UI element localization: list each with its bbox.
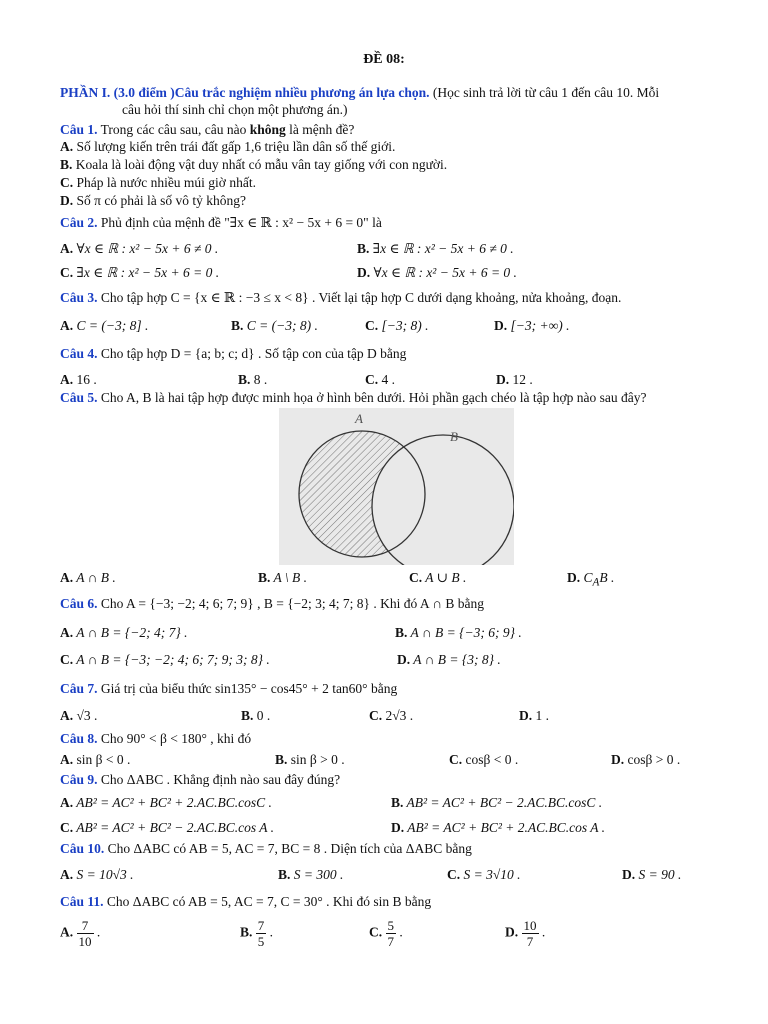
question-8 — [60, 730, 251, 747]
question-text: Cho ΔABC có AB = 5, AC = 7, C = 30° . Khi đó sin B bằng — [103, 894, 432, 909]
question-6 — [60, 595, 484, 612]
question-label: Câu 4. — [60, 346, 98, 361]
option-label: B. — [357, 241, 370, 256]
question-2 — [60, 214, 382, 231]
question-10 — [60, 840, 472, 857]
option-text: Koala là loài động vật duy nhất có mẫu vân tay giống với con người. — [72, 157, 448, 172]
option-label: B. — [275, 752, 288, 767]
option-q8-b[interactable] — [275, 751, 345, 768]
fraction-numerator: 7 — [77, 918, 94, 934]
part-heading-label: PHẦN I. (3.0 điểm )Câu trắc nghiệm nhiều phương án lựa chọn. — [60, 85, 430, 100]
option-q3-d[interactable] — [494, 317, 569, 334]
option-label: B. — [278, 867, 291, 882]
question-label: Câu 7. — [60, 681, 98, 696]
option-text: Pháp là nước nhiều múi giờ nhất. — [73, 175, 256, 190]
option-label: A. — [60, 372, 74, 387]
option-q11-b[interactable]: B. $\frac{7}{5}$ . — [240, 918, 274, 949]
option-text: A ∩ B = {−2; 4; 7} . — [73, 625, 188, 640]
option-label: B. — [395, 625, 408, 640]
option-q5-a[interactable] — [60, 569, 116, 586]
option-text: S = 300 . — [290, 867, 344, 882]
option-label: B. — [240, 924, 253, 940]
option-q8-d[interactable] — [611, 751, 680, 768]
option-text: cosβ > 0 . — [624, 752, 681, 767]
option-text: sin β > 0 . — [287, 752, 345, 767]
question-4 — [60, 345, 406, 362]
option-label: C. — [447, 867, 461, 882]
option-q4-c[interactable] — [365, 371, 395, 388]
option-q8-a[interactable] — [60, 751, 130, 768]
option-label: C. — [365, 372, 379, 387]
option-q9-c[interactable] — [60, 819, 274, 836]
option-q1-c[interactable] — [60, 174, 256, 191]
option-q11-a[interactable]: A. $\frac{7}{10}$ . — [60, 918, 101, 949]
option-label: C. — [60, 175, 74, 190]
option-text: sin β < 0 . — [73, 752, 131, 767]
question-label: Câu 3. — [60, 290, 98, 305]
option-text: S = 3√10 . — [460, 867, 521, 882]
question-label: Câu 11. — [60, 894, 104, 909]
option-label: D. — [494, 318, 508, 333]
question-text: Phủ định của mệnh đề "∃x ∈ ℝ : x² − 5x + 6 = 0" là — [97, 215, 382, 230]
option-label: B. — [238, 372, 251, 387]
option-q1-d[interactable] — [60, 192, 246, 209]
question-3 — [60, 289, 621, 306]
question-label: Câu 6. — [60, 596, 98, 611]
option-q7-c[interactable] — [369, 707, 413, 724]
option-text: AB² = AC² + BC² − 2.AC.BC.cos A . — [73, 820, 274, 835]
question-label: Câu 5. — [60, 390, 98, 405]
option-q9-b[interactable] — [391, 794, 602, 811]
option-q11-c[interactable]: C. $\frac{5}{7}$ . — [369, 918, 403, 949]
option-text: A ∩ B = {−3; 6; 9} . — [407, 625, 522, 640]
option-text: C = (−3; 8] . — [73, 318, 149, 333]
question-text: Giá trị của biểu thức sin135° − cos45° + 2 tan60° bằng — [97, 681, 398, 696]
question-label: Câu 10. — [60, 841, 105, 856]
fraction-denominator: 10 — [78, 934, 92, 949]
question-label: Câu 9. — [60, 772, 98, 787]
option-label: A. — [60, 867, 74, 882]
question-7 — [60, 680, 397, 697]
question-11 — [60, 893, 431, 910]
option-text: C = (−3; 8) . — [243, 318, 318, 333]
fraction — [522, 918, 539, 949]
venn-label-a: A — [355, 411, 363, 426]
question-text: Cho A, B là hai tập hợp được minh họa ở hình bên dưới. Hỏi phần gạch chéo là tập hợp nào sau đây? — [97, 390, 647, 405]
option-label: B. — [231, 318, 244, 333]
option-text: √3 . — [73, 708, 98, 723]
option-label: C. — [369, 708, 383, 723]
question-text: Cho A = {−3; −2; 4; 6; 7; 9} , B = {−2; 3; 4; 7; 8} . Khi đó A ∩ B bằng — [97, 596, 485, 611]
option-q5-d[interactable] — [567, 569, 614, 592]
question-emphasis: không — [249, 122, 286, 137]
option-text: A ∩ B . — [73, 570, 116, 585]
option-label: D. — [519, 708, 533, 723]
option-q7-b[interactable] — [241, 707, 270, 724]
option-label: D. — [611, 752, 625, 767]
option-q1-b[interactable] — [60, 156, 447, 173]
option-label: B. — [258, 570, 271, 585]
option-label: D. — [567, 570, 581, 585]
option-label: C. — [60, 265, 74, 280]
option-label: C. — [60, 820, 74, 835]
option-text: 12 . — [509, 372, 533, 387]
option-text: 1 . — [532, 708, 549, 723]
option-text: C — [580, 570, 593, 585]
option-q2-a[interactable] — [60, 240, 218, 257]
option-label: C. — [369, 924, 383, 940]
option-label: B. — [391, 795, 404, 810]
option-q5-c[interactable] — [409, 569, 466, 586]
option-text: AB² = AC² + BC² + 2.AC.BC.cos A . — [404, 820, 605, 835]
fraction-denominator: 7 — [387, 934, 394, 949]
venn-diagram — [279, 408, 514, 565]
option-q9-d[interactable] — [391, 819, 605, 836]
option-label: A. — [60, 139, 74, 154]
option-text: 0 . — [253, 708, 271, 723]
option-text: [−3; 8) . — [378, 318, 429, 333]
option-text: 8 . — [250, 372, 268, 387]
option-q4-a[interactable] — [60, 371, 97, 388]
option-q3-b[interactable] — [231, 317, 318, 334]
option-q1-a[interactable] — [60, 138, 395, 155]
option-label: A. — [60, 625, 74, 640]
option-label: D. — [60, 193, 74, 208]
option-q8-c[interactable] — [449, 751, 518, 768]
option-q3-a[interactable] — [60, 317, 148, 334]
option-text: S = 90 . — [635, 867, 682, 882]
option-label: D. — [391, 820, 405, 835]
option-q4-b[interactable] — [238, 371, 267, 388]
fraction-numerator: 7 — [257, 918, 265, 933]
option-text: cosβ < 0 . — [462, 752, 519, 767]
fraction-denominator: 7 — [526, 934, 534, 949]
option-text: Số π có phải là số vô tỷ không? — [73, 193, 247, 208]
option-text: A ∩ B = {−3; −2; 4; 6; 7; 9; 3; 8} . — [73, 652, 270, 667]
option-label: D. — [505, 924, 519, 940]
option-label: C. — [60, 652, 74, 667]
option-q6-d[interactable] — [397, 651, 501, 668]
option-label: A. — [60, 318, 74, 333]
fraction-numerator: 10 — [523, 918, 537, 933]
option-q3-c[interactable] — [365, 317, 428, 334]
option-q7-d[interactable] — [519, 707, 549, 724]
option-label: A. — [60, 241, 74, 256]
option-label: D. — [397, 652, 411, 667]
option-text: ∀x ∈ ℝ : x² − 5x + 6 ≠ 0 . — [73, 241, 219, 256]
option-q6-c[interactable] — [60, 651, 270, 668]
fraction-numerator: 5 — [387, 918, 394, 933]
part-instruction-cont: câu hỏi thí sinh chỉ chọn một phương án.) — [122, 102, 348, 117]
venn-label-b: B — [450, 429, 458, 444]
option-q4-d[interactable] — [496, 371, 533, 388]
option-q10-d[interactable] — [622, 866, 681, 883]
part-instruction: (Học sinh trả lời từ câu 1 đến câu 10. Mỗi — [429, 85, 660, 100]
question-text: Cho ΔABC . Khẳng định nào sau đây đúng? — [97, 772, 341, 787]
question-1 — [60, 121, 354, 138]
option-text: [−3; +∞) . — [507, 318, 570, 333]
option-text: 4 . — [378, 372, 395, 387]
option-label: A. — [60, 570, 74, 585]
fraction-denominator: 5 — [257, 934, 265, 949]
part-heading — [60, 84, 735, 118]
question-9 — [60, 771, 340, 788]
option-label: B. — [241, 708, 254, 723]
option-label: A. — [60, 924, 74, 940]
option-text: 16 . — [73, 372, 97, 387]
option-label: C. — [365, 318, 379, 333]
question-label: Câu 1. — [60, 122, 98, 137]
option-text-tail: B . — [599, 570, 615, 585]
option-text: Số lượng kiến trên trái đất gấp 1,6 triệu lần dân số thế giới. — [73, 139, 396, 154]
option-q7-a[interactable] — [60, 707, 97, 724]
question-5 — [60, 389, 646, 406]
fraction — [386, 918, 397, 949]
option-subscript: A — [592, 576, 600, 589]
option-text: S = 10√3 . — [73, 867, 134, 882]
option-q6-b[interactable] — [395, 624, 522, 641]
option-q5-b[interactable] — [258, 569, 307, 586]
option-label: B. — [60, 157, 73, 172]
option-text: A ∩ B = {3; 8} . — [410, 652, 501, 667]
option-label: D. — [622, 867, 636, 882]
option-label: D. — [357, 265, 371, 280]
option-label: A. — [60, 752, 74, 767]
option-label: D. — [496, 372, 510, 387]
option-label: C. — [449, 752, 463, 767]
option-label: A. — [60, 795, 74, 810]
option-q11-d[interactable]: D. $\frac{10}{7}$ . — [505, 918, 546, 949]
option-text: AB² = AC² + BC² + 2.AC.BC.cosC . — [73, 795, 272, 810]
option-q2-b[interactable] — [357, 240, 514, 257]
option-text: ∃x ∈ ℝ : x² − 5x + 6 ≠ 0 . — [369, 241, 514, 256]
fraction — [256, 918, 267, 949]
question-text: Cho 90° < β < 180° , khi đó — [97, 731, 252, 746]
option-label: C. — [409, 570, 423, 585]
question-label: Câu 2. — [60, 215, 98, 230]
fraction — [77, 918, 94, 949]
option-text: A \ B . — [270, 570, 308, 585]
option-q2-d[interactable] — [357, 264, 517, 281]
question-label: Câu 8. — [60, 731, 98, 746]
option-q2-c[interactable] — [60, 264, 219, 281]
option-label: A. — [60, 708, 74, 723]
option-q6-a[interactable] — [60, 624, 188, 641]
option-text: ∃x ∈ ℝ : x² − 5x + 6 = 0 . — [73, 265, 220, 280]
option-q10-b[interactable] — [278, 866, 343, 883]
option-q10-c[interactable] — [447, 866, 521, 883]
option-text: ∀x ∈ ℝ : x² − 5x + 6 = 0 . — [370, 265, 517, 280]
question-text: Cho tập hợp C = {x ∈ ℝ : −3 ≤ x < 8} . Viết lại tập hợp C dưới dạng khoảng, nửa khoảng, đoạn. — [97, 290, 622, 305]
question-text: Cho ΔABC có AB = 5, AC = 7, BC = 8 . Diện tích của ΔABC bằng — [104, 841, 472, 856]
question-text: Trong các câu sau, câu nào — [97, 122, 250, 137]
option-text: A ∪ B . — [422, 570, 467, 585]
option-q10-a[interactable] — [60, 866, 134, 883]
question-text-end: là mệnh đề? — [285, 122, 355, 137]
option-q9-a[interactable] — [60, 794, 272, 811]
option-text: AB² = AC² + BC² − 2.AC.BC.cosC . — [403, 795, 603, 810]
option-text: 2√3 . — [382, 708, 414, 723]
question-text: Cho tập hợp D = {a; b; c; d} . Số tập con của tập D bằng — [97, 346, 407, 361]
exam-title: ĐỀ 08: — [363, 52, 405, 67]
